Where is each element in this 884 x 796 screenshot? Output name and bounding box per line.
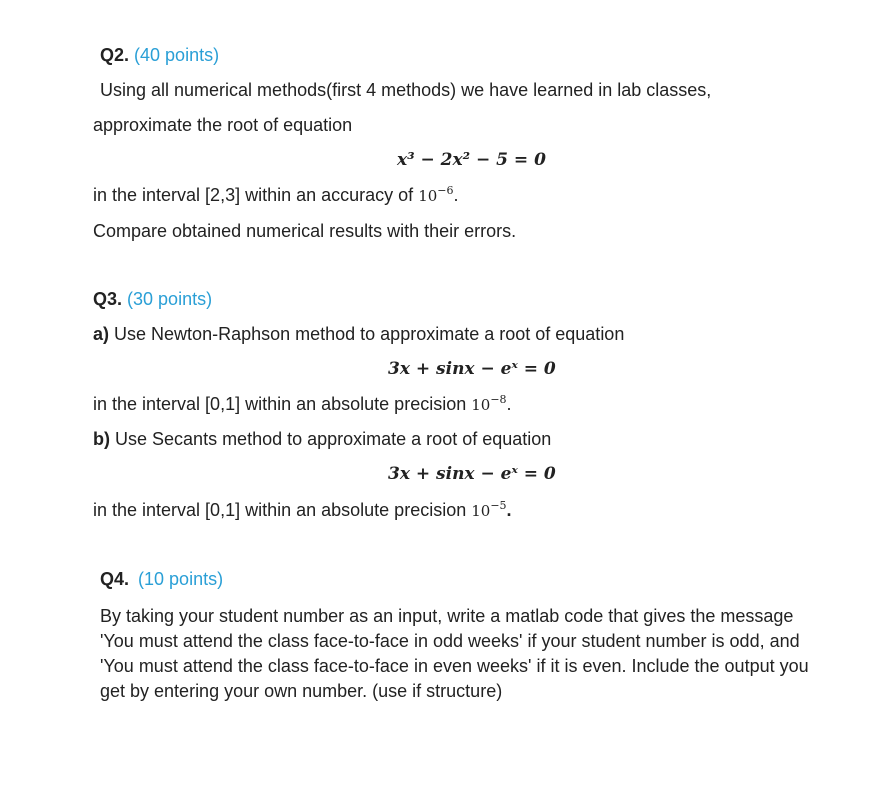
q4-heading xyxy=(100,568,223,590)
q3-a-end: . xyxy=(506,394,512,414)
q2-label: Q2. xyxy=(100,45,130,65)
q3-a-interval-text: in the interval [0,1] within an absolute precision xyxy=(93,394,467,414)
q2-line4: Compare obtained numerical results with their errors. xyxy=(93,221,517,241)
q3-b-interval-text: in the interval [0,1] within an absolute precision xyxy=(93,500,467,520)
q2-equation: x³ − 2x² − 5 = 0 xyxy=(397,150,546,170)
q2-points: (40 points) xyxy=(134,45,220,65)
q3-a-label: a) xyxy=(93,324,110,344)
q3-b-interval xyxy=(93,499,512,522)
q2-line3-power: 10 xyxy=(418,187,438,205)
q3-b-power: 10 xyxy=(471,502,491,520)
q3-label: Q3. xyxy=(93,289,123,309)
q4-points: (10 points) xyxy=(138,569,224,589)
q4-label: Q4. xyxy=(100,569,130,589)
q2-line2: approximate the root of equation xyxy=(93,115,353,135)
q2-line3-exp: −6 xyxy=(437,184,454,197)
q3-b-exp: −5 xyxy=(490,499,507,512)
q3-a-line xyxy=(93,323,624,345)
q3-heading xyxy=(93,288,212,310)
q2-line3 xyxy=(93,184,459,207)
q3-b-label: b) xyxy=(93,429,110,449)
q3-a-exp: −8 xyxy=(490,393,507,406)
q3-a-text: Use Newton-Raphson method to approximate a root of equation xyxy=(114,324,625,344)
q2-line3-text: in the interval [2,3] within an accuracy of xyxy=(93,185,414,205)
q2-line3-end: . xyxy=(453,185,459,205)
q2-line1: Using all numerical methods(first 4 methods) we have learned in lab classes, xyxy=(100,80,712,100)
q3-a-equation: 3x + sinx − eˣ = 0 xyxy=(388,359,556,379)
q3-a-interval xyxy=(93,393,512,416)
q3-b-equation: 3x + sinx − eˣ = 0 xyxy=(388,464,556,484)
q3-b-end: . xyxy=(506,500,512,520)
q3-points: (30 points) xyxy=(127,289,213,309)
q2-heading xyxy=(100,44,219,66)
q3-a-power: 10 xyxy=(471,396,491,414)
q3-b-text: Use Secants method to approximate a root of equation xyxy=(115,429,552,449)
q3-b-line xyxy=(93,428,551,450)
q4-paragraph: By taking your student number as an input, write a matlab code that gives the message 'You must attend the class face-to-face in odd weeks' if your student number is odd, and 'You must attend the class face-to-face in even weeks' if it is even. Include the output you get by entering your own number. (use if structure) xyxy=(100,606,809,701)
